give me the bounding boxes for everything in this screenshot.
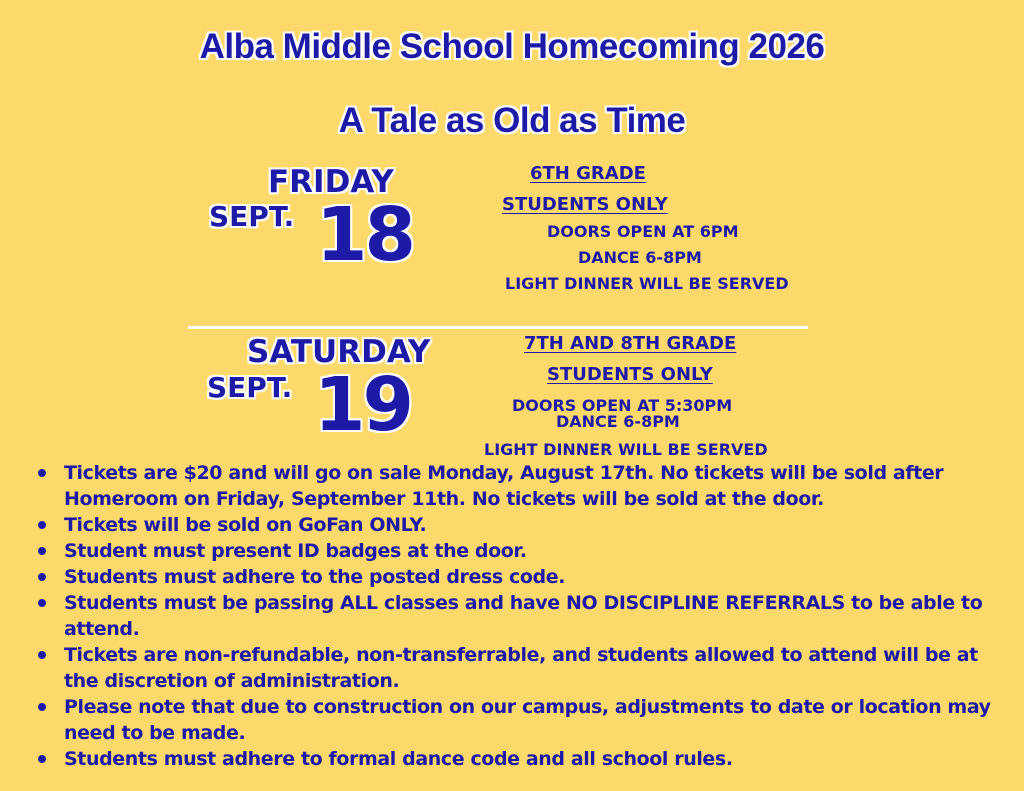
saturday-date-number: 19: [314, 362, 411, 448]
rule-item: [36, 460, 996, 512]
saturday-doors-open: DOORS OPEN AT 5:30PM: [512, 396, 733, 415]
rule-item: [36, 746, 996, 772]
rule-item: [36, 538, 996, 564]
rule-text: Student must present ID badges at the door.: [64, 540, 527, 562]
bullet-icon: [38, 469, 46, 477]
rule-text: Tickets will be sold on GoFan ONLY.: [64, 514, 427, 536]
rule-item: [36, 694, 996, 746]
bullet-icon: [38, 547, 46, 555]
saturday-dinner-note: LIGHT DINNER WILL BE SERVED: [484, 440, 768, 459]
bullet-icon: [38, 651, 46, 659]
rule-text: Students must adhere to the posted dress code.: [64, 566, 566, 588]
friday-dinner-note: LIGHT DINNER WILL BE SERVED: [505, 274, 789, 293]
bullet-icon: [38, 703, 46, 711]
bullet-icon: [38, 521, 46, 529]
friday-students-only: STUDENTS ONLY: [502, 194, 668, 215]
friday-day-label: FRIDAY: [268, 164, 394, 200]
page-title: Alba Middle School Homecoming 2026: [199, 27, 825, 66]
friday-dance-time: DANCE 6-8PM: [578, 248, 702, 267]
rule-item: [36, 564, 996, 590]
rule-text: Tickets are non-refundable, non-transferrable, and students allowed to attend will be at the discretion of administration.: [64, 644, 978, 692]
rules-list: [36, 460, 996, 772]
rule-text: Students must adhere to formal dance code and all school rules.: [64, 748, 733, 770]
saturday-grade-heading: 7TH AND 8TH GRADE: [524, 333, 737, 354]
bullet-icon: [38, 755, 46, 763]
bullet-icon: [38, 573, 46, 581]
rule-item: [36, 512, 996, 538]
theme-subtitle: A Tale as Old as Time: [338, 101, 686, 140]
section-divider: [188, 326, 808, 329]
saturday-day-label: SATURDAY: [247, 334, 431, 370]
rule-text: Students must be passing ALL classes and have NO DISCIPLINE REFERRALS to be able to attend.: [64, 592, 983, 640]
friday-doors-open: DOORS OPEN AT 6PM: [547, 222, 739, 241]
saturday-students-only: STUDENTS ONLY: [547, 364, 713, 385]
rule-item: [36, 590, 996, 642]
saturday-month-label: SEPT.: [207, 371, 293, 404]
saturday-dance-time: DANCE 6-8PM: [556, 412, 680, 431]
bullet-icon: [38, 599, 46, 607]
rule-item: [36, 642, 996, 694]
friday-date-number: 18: [316, 192, 413, 278]
friday-grade-heading: 6TH GRADE: [530, 163, 646, 184]
rule-text: Tickets are $20 and will go on sale Monday, August 17th. No tickets will be sold after Homeroom on Friday, September 11th. No tickets will be sold at the door.: [64, 462, 944, 510]
rule-text: Please note that due to construction on our campus, adjustments to date or location may need to be made.: [64, 696, 991, 744]
friday-month-label: SEPT.: [209, 200, 295, 233]
